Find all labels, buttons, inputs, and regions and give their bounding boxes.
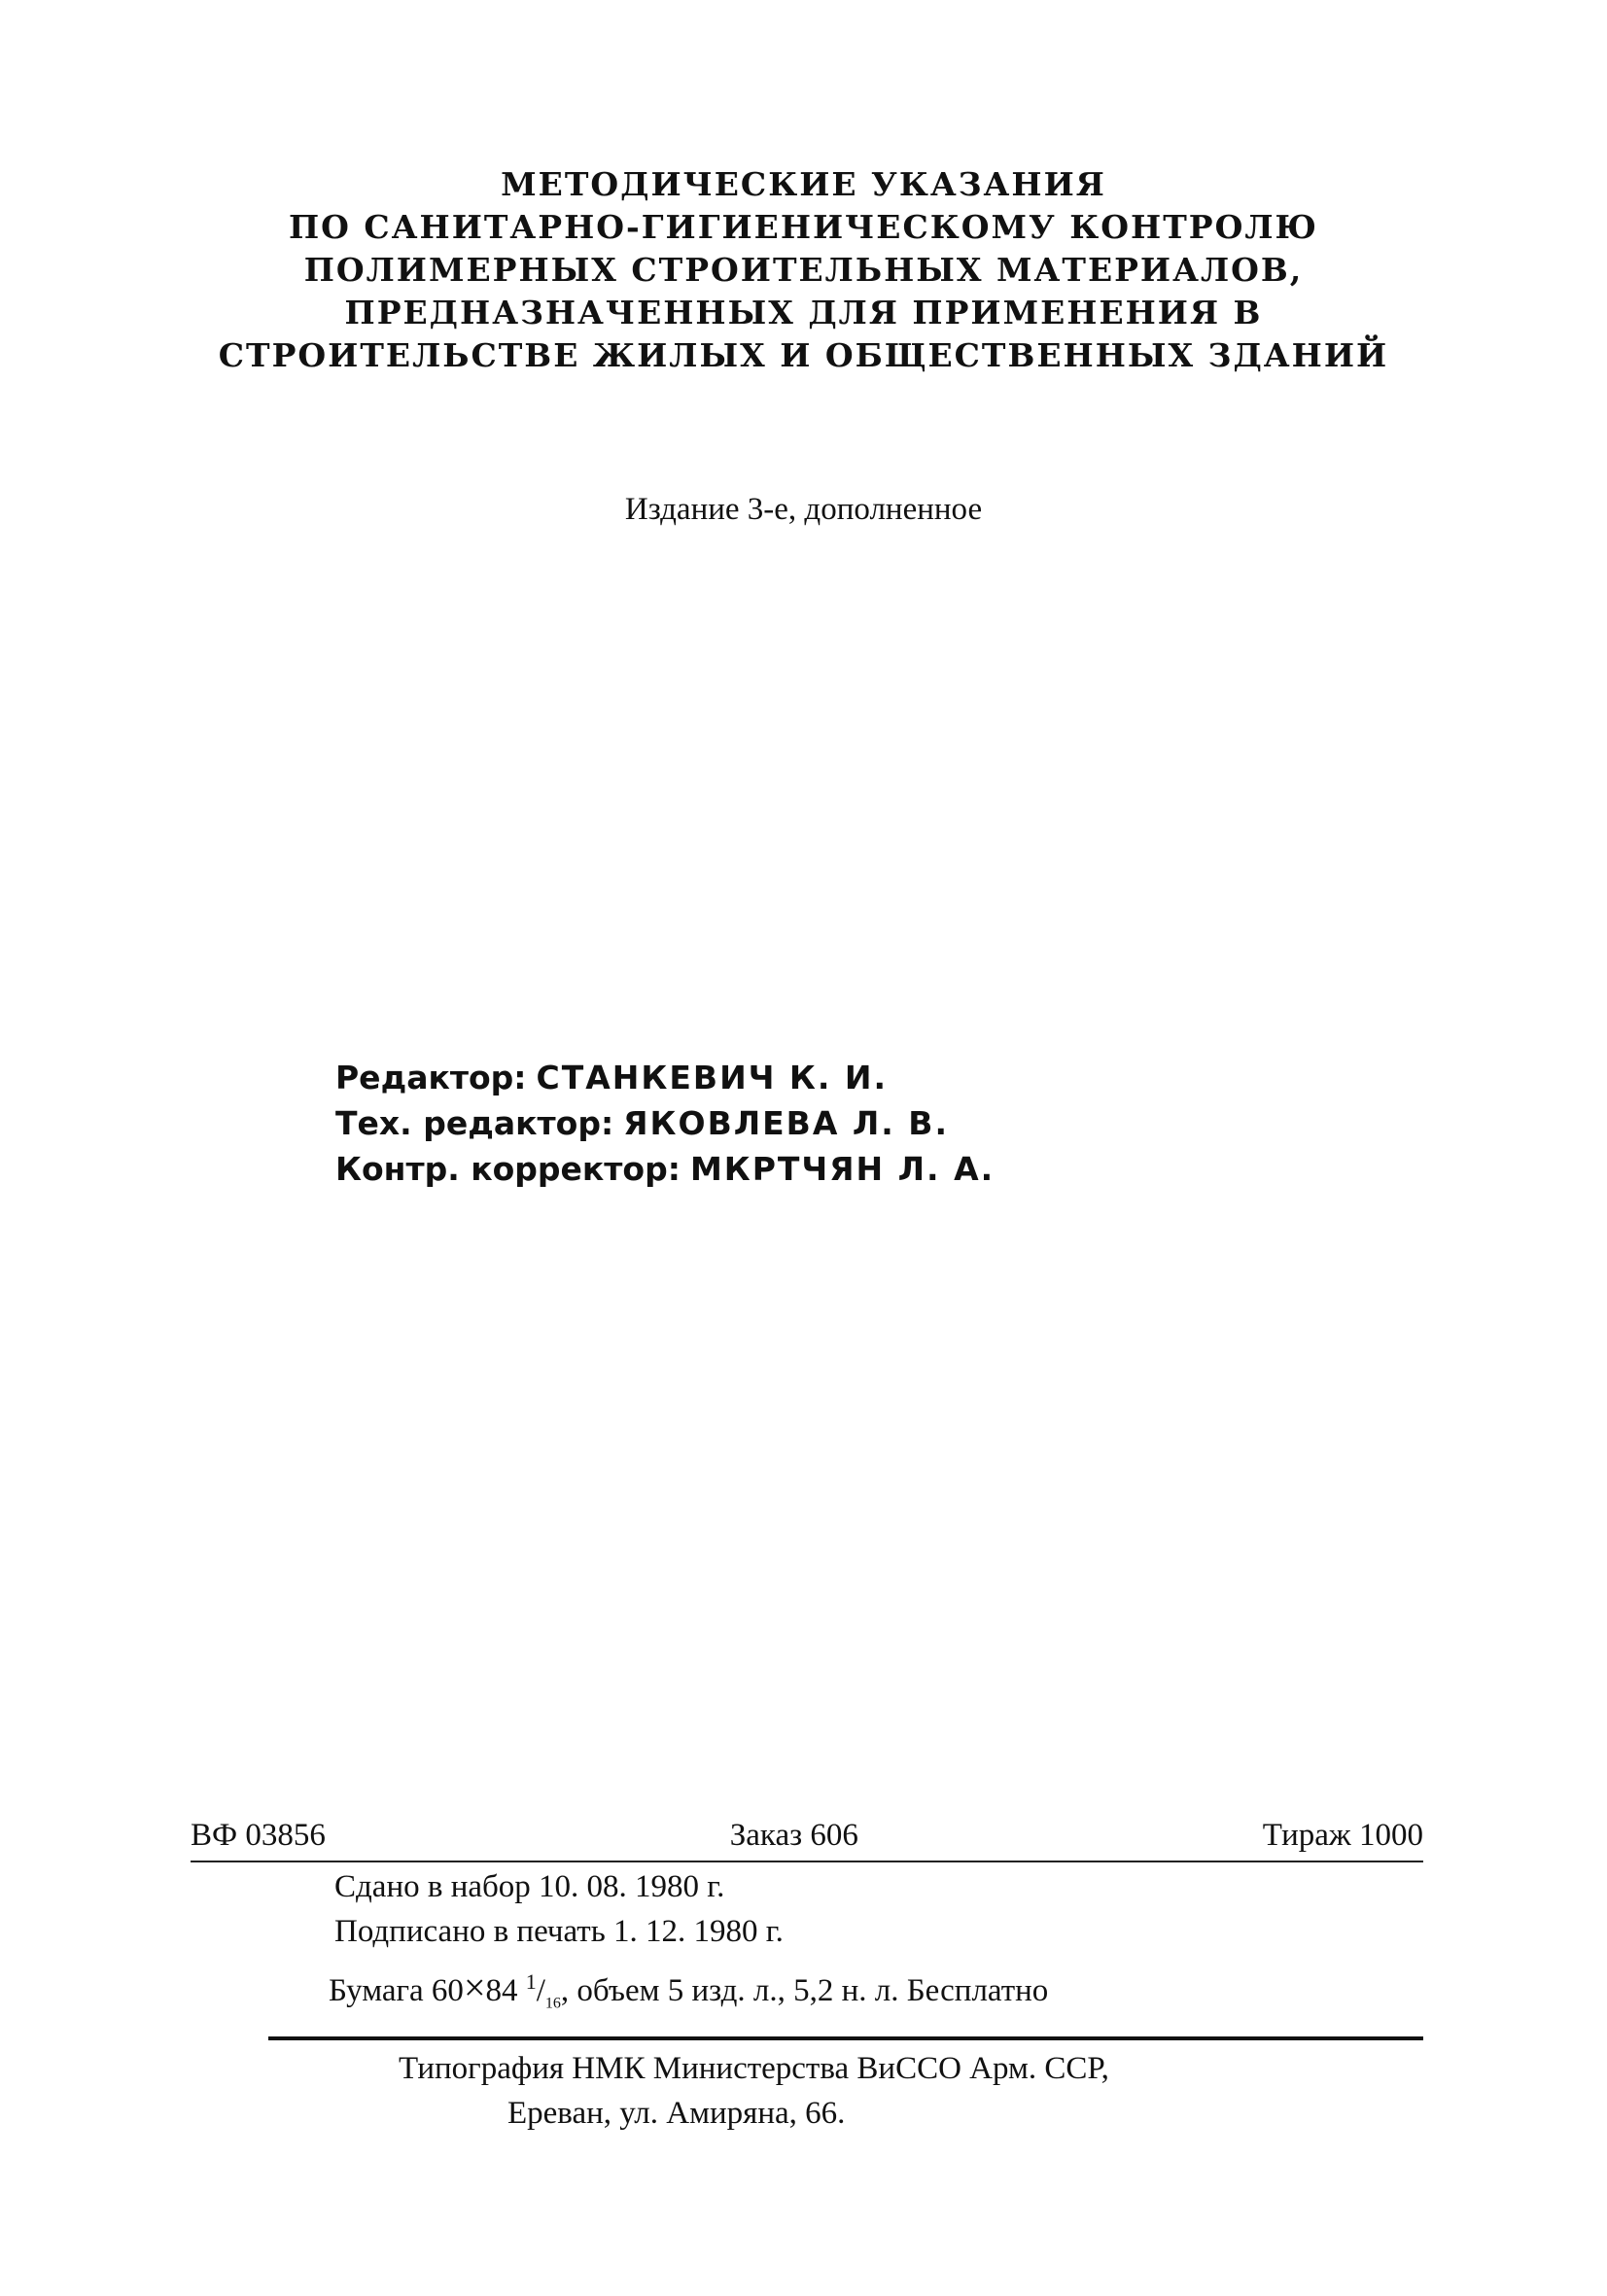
credit-name: СТАНКЕВИЧ К. И.	[536, 1059, 888, 1096]
document-title	[0, 163, 1607, 377]
credit-role: Тех. редактор:	[335, 1104, 614, 1142]
paper-fraction-numerator: 1	[525, 1969, 537, 1994]
title-line: ПО САНИТАРНО-ГИГИЕНИЧЕСКОМУ КОНТРОЛЮ	[288, 208, 1319, 246]
signed-date: Подписано в печать 1. 12. 1980 г.	[334, 1914, 784, 1949]
publication-code: ВФ 03856	[191, 1818, 326, 1853]
multiply-icon: ×	[463, 1966, 486, 2009]
paper-prefix: Бумага 60	[329, 1973, 464, 2008]
credit-name: МКРТЧЯН Л. А.	[689, 1150, 996, 1188]
credit-tech-editor	[335, 1100, 995, 1146]
title-line: ПОЛИМЕРНЫХ СТРОИТЕЛЬНЫХ МАТЕРИАЛОВ,	[303, 251, 1304, 289]
credits-block	[335, 1055, 995, 1192]
paper-fraction-denominator: 16	[544, 1995, 561, 2012]
typeset-date: Сдано в набор 10. 08. 1980 г.	[334, 1869, 725, 1904]
fraction-slash: /	[536, 1973, 545, 2008]
paper-suffix: , объем 5 изд. л., 5,2 н. л. Бесплатно	[560, 1973, 1049, 2008]
credit-role: Контр. корректор:	[335, 1150, 681, 1188]
edition-note: Издание 3-е, дополненное	[624, 492, 983, 527]
title-line: МЕТОДИЧЕСКИЕ УКАЗАНИЯ	[501, 165, 1106, 203]
credit-role: Редактор:	[335, 1059, 527, 1096]
paper-info	[191, 1960, 1423, 2027]
order-number: Заказ 606	[729, 1818, 858, 1853]
credit-editor	[335, 1055, 995, 1100]
credit-proofreader	[335, 1146, 995, 1192]
print-run: Тираж 1000	[1262, 1818, 1423, 1853]
title-line: ПРЕДНАЗНАЧЕННЫХ ДЛЯ ПРИМЕНЕНИЯ В	[344, 294, 1263, 331]
imprint-header-row	[191, 1816, 1423, 1855]
title-line: СТРОИТЕЛЬСТВЕ ЖИЛЫХ И ОБЩЕСТВЕННЫХ ЗДАНИЙ	[218, 336, 1389, 374]
paper-size: 84	[485, 1973, 518, 2008]
imprint-block	[191, 1816, 1423, 2136]
credit-name: ЯКОВЛЕВА Л. В.	[623, 1104, 949, 1142]
divider-thick	[268, 2036, 1423, 2040]
printer-address: Ереван, ул. Амиряна, 66.	[507, 2095, 846, 2131]
printer-name: Типография НМК Министерства ВиССО Арм. ССР,	[399, 2050, 1109, 2086]
divider-thin	[191, 1861, 1423, 1862]
